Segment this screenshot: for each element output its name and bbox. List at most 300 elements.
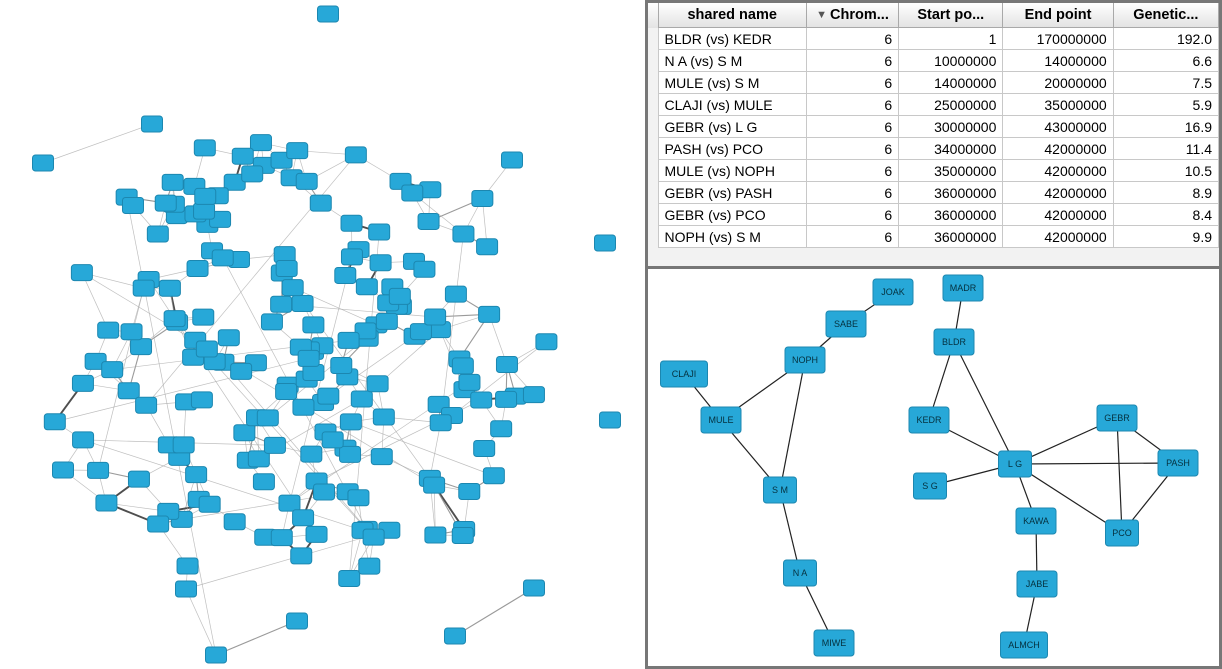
main-network-node[interactable] [356, 279, 377, 295]
node-shape[interactable] [496, 357, 517, 373]
node-shape[interactable] [322, 432, 343, 448]
node-shape[interactable] [524, 580, 545, 596]
node-shape[interactable] [159, 280, 180, 296]
main-network-node[interactable] [282, 280, 303, 296]
main-network-node[interactable] [376, 313, 397, 329]
node-shape[interactable] [121, 324, 142, 340]
main-network-node[interactable] [131, 339, 152, 355]
node-shape[interactable] [147, 226, 168, 242]
node-shape[interactable] [310, 195, 331, 211]
sub-network-node[interactable] [934, 329, 974, 355]
cell-shared-name: BLDR (vs) KEDR [658, 28, 806, 50]
main-network-node[interactable] [271, 530, 292, 546]
main-network-node[interactable] [164, 311, 185, 327]
main-network-node[interactable] [369, 224, 390, 240]
main-network-node[interactable] [363, 529, 384, 545]
node-shape[interactable] [177, 558, 198, 574]
main-network-node[interactable] [261, 314, 282, 330]
main-network-node[interactable] [53, 462, 74, 478]
column-header-end-point[interactable] [1003, 3, 1113, 28]
node-shape[interactable] [425, 527, 446, 543]
node-shape[interactable] [136, 397, 157, 413]
node-shape[interactable] [348, 490, 369, 506]
cell-start-point: 25000000 [899, 94, 1003, 116]
node-shape[interactable] [291, 548, 312, 564]
node-shape[interactable] [425, 309, 446, 325]
table-row[interactable] [648, 182, 1219, 204]
sub-network-node[interactable] [785, 347, 825, 373]
node-shape[interactable] [452, 358, 473, 374]
sub-network-panel[interactable] [645, 266, 1222, 669]
node-shape[interactable] [483, 468, 504, 484]
node-shape[interactable] [373, 409, 394, 425]
main-network-node[interactable] [232, 148, 253, 164]
node-shape[interactable] [445, 628, 466, 644]
main-network-node[interactable] [471, 392, 492, 408]
node-shape[interactable] [148, 516, 169, 532]
table-row[interactable] [648, 138, 1219, 160]
row-gutter [648, 138, 658, 160]
main-network-node[interactable] [250, 135, 271, 151]
sub-network-node[interactable] [914, 473, 947, 499]
main-network-node[interactable] [351, 391, 372, 407]
main-network-node[interactable] [98, 322, 119, 338]
main-network-node[interactable] [191, 392, 212, 408]
main-network-node[interactable] [314, 484, 335, 500]
node-shape[interactable] [131, 339, 152, 355]
node-shape[interactable] [231, 363, 252, 379]
node-shape[interactable] [367, 376, 388, 392]
node-shape[interactable] [128, 471, 149, 487]
node-shape[interactable] [261, 314, 282, 330]
sub-network-node[interactable] [784, 560, 817, 586]
main-network-node[interactable] [194, 203, 215, 219]
main-network-node[interactable] [459, 483, 480, 499]
node-shape[interactable] [359, 558, 380, 574]
main-network-node[interactable] [410, 324, 431, 340]
table-row[interactable] [648, 226, 1219, 248]
main-network-node[interactable] [502, 152, 523, 168]
node-shape[interactable] [253, 474, 274, 490]
node-shape[interactable] [496, 391, 517, 407]
node-shape[interactable] [96, 495, 117, 511]
node-shape[interactable] [472, 190, 493, 206]
node-shape[interactable] [53, 462, 74, 478]
node-shape[interactable] [459, 374, 480, 390]
node-shape[interactable] [287, 613, 308, 629]
main-network-node[interactable] [296, 173, 317, 189]
node-shape[interactable] [282, 280, 303, 296]
node-shape[interactable] [414, 261, 435, 277]
node-shape[interactable] [88, 462, 109, 478]
sub-network-node[interactable] [943, 275, 983, 301]
main-network-node[interactable] [71, 265, 92, 281]
main-network-node[interactable] [147, 226, 168, 242]
node-shape[interactable] [453, 226, 474, 242]
main-network-node[interactable] [496, 357, 517, 373]
main-network-node[interactable] [331, 357, 352, 373]
main-network-node[interactable] [524, 580, 545, 596]
node-shape[interactable] [474, 440, 495, 456]
main-network-node[interactable] [373, 409, 394, 425]
node-shape[interactable] [118, 383, 139, 399]
sub-network-node[interactable] [1158, 450, 1198, 476]
main-network-node[interactable] [148, 516, 169, 532]
main-network-node[interactable] [122, 198, 143, 214]
node-shape[interactable] [345, 147, 366, 163]
node-shape[interactable] [195, 188, 216, 204]
node-shape[interactable] [363, 529, 384, 545]
node-shape[interactable] [341, 249, 362, 265]
sub-network-node[interactable] [1001, 632, 1048, 658]
main-network-node[interactable] [142, 116, 163, 132]
main-network-node[interactable] [187, 260, 208, 276]
node-shape[interactable] [376, 313, 397, 329]
node-shape[interactable] [133, 280, 154, 296]
main-network-node[interactable] [452, 528, 473, 544]
main-network-node[interactable] [523, 387, 544, 403]
main-network-node[interactable] [536, 334, 557, 350]
node-shape[interactable] [196, 341, 217, 357]
sub-network-node[interactable] [661, 361, 708, 387]
main-network-node[interactable] [301, 446, 322, 462]
main-network-node[interactable] [121, 324, 142, 340]
node-shape[interactable] [193, 309, 214, 325]
main-network-node[interactable] [303, 317, 324, 333]
sub-network-node[interactable] [826, 311, 866, 337]
main-network-node[interactable] [453, 226, 474, 242]
node-shape[interactable] [318, 6, 339, 22]
node-shape[interactable] [600, 412, 621, 428]
node-shape[interactable] [276, 261, 297, 277]
node-shape[interactable] [173, 437, 194, 453]
node-shape[interactable] [176, 581, 197, 597]
node-shape[interactable] [340, 414, 361, 430]
main-network-node[interactable] [176, 581, 197, 597]
node-shape[interactable] [341, 215, 362, 231]
main-network-node[interactable] [102, 362, 123, 378]
main-network-node[interactable] [276, 384, 297, 400]
main-network-node[interactable] [224, 514, 245, 530]
main-network-node[interactable] [402, 185, 423, 201]
table-row[interactable] [648, 28, 1219, 50]
table-row[interactable] [648, 204, 1219, 226]
main-network-node[interactable] [276, 261, 297, 277]
node-shape[interactable] [502, 152, 523, 168]
main-network-node[interactable] [414, 261, 435, 277]
main-network-node[interactable] [306, 526, 327, 542]
main-network-node[interactable] [194, 140, 215, 156]
node-shape[interactable] [155, 195, 176, 211]
node-shape[interactable] [276, 384, 297, 400]
main-network-node[interactable] [425, 527, 446, 543]
main-network-node[interactable] [445, 628, 466, 644]
node-shape[interactable] [303, 365, 324, 381]
main-network-node[interactable] [199, 496, 220, 512]
main-network-node[interactable] [338, 332, 359, 348]
main-network-node[interactable] [218, 330, 239, 346]
node-shape[interactable] [271, 530, 292, 546]
sub-network-node[interactable] [1016, 508, 1056, 534]
main-network-node[interactable] [491, 421, 512, 437]
main-network-node[interactable] [242, 166, 263, 182]
cell-start-point: 1 [899, 28, 1003, 50]
node-shape[interactable] [292, 295, 313, 311]
node-shape[interactable] [271, 296, 292, 312]
node-shape[interactable] [44, 414, 65, 430]
main-network-node[interactable] [341, 249, 362, 265]
main-network-node[interactable] [257, 410, 278, 426]
cell-genetic: 16.9 [1113, 116, 1218, 138]
node-shape[interactable] [459, 483, 480, 499]
node-shape[interactable] [369, 224, 390, 240]
main-network-node[interactable] [128, 471, 149, 487]
node-shape[interactable] [301, 446, 322, 462]
main-network-node[interactable] [33, 155, 54, 171]
node-shape[interactable] [232, 148, 253, 164]
node-shape[interactable] [402, 185, 423, 201]
node-shape[interactable] [389, 288, 410, 304]
sub-network-node[interactable] [999, 451, 1032, 477]
main-network-node[interactable] [298, 350, 319, 366]
cell-start-point: 36000000 [899, 204, 1003, 226]
main-network-node[interactable] [44, 414, 65, 430]
main-network-node[interactable] [452, 358, 473, 374]
node-shape[interactable] [250, 135, 271, 151]
sub-network-node[interactable] [909, 407, 949, 433]
main-network-node[interactable] [193, 309, 214, 325]
node-shape[interactable] [98, 322, 119, 338]
main-network-node[interactable] [425, 309, 446, 325]
main-network-node[interactable] [341, 215, 362, 231]
main-network-node[interactable] [155, 195, 176, 211]
main-network-node[interactable] [472, 190, 493, 206]
node-shape[interactable] [371, 449, 392, 465]
node-shape[interactable] [477, 239, 498, 255]
main-network-node[interactable] [173, 437, 194, 453]
main-network-node[interactable] [291, 548, 312, 564]
node-shape[interactable] [471, 392, 492, 408]
node-shape[interactable] [191, 392, 212, 408]
node-shape[interactable] [257, 410, 278, 426]
sub-network-node[interactable] [1106, 520, 1139, 546]
main-network-node[interactable] [483, 468, 504, 484]
node-shape[interactable] [338, 332, 359, 348]
node-shape[interactable] [445, 286, 466, 302]
main-network-node[interactable] [367, 376, 388, 392]
interaction-table[interactable] [648, 3, 1219, 248]
node-shape[interactable] [71, 265, 92, 281]
main-network-node[interactable] [72, 375, 93, 391]
column-header-chromosome[interactable] [806, 3, 898, 28]
main-network-node[interactable] [195, 188, 216, 204]
node-shape[interactable] [479, 306, 500, 322]
main-network-node[interactable] [345, 147, 366, 163]
cell-end-point: 43000000 [1003, 116, 1113, 138]
main-network-node[interactable] [118, 383, 139, 399]
node-shape[interactable] [186, 467, 207, 483]
main-network-node[interactable] [73, 432, 94, 448]
node-shape[interactable] [339, 570, 360, 586]
main-network-node[interactable] [430, 415, 451, 431]
main-network-node[interactable] [339, 570, 360, 586]
node-shape[interactable] [293, 510, 314, 526]
main-network-node[interactable] [196, 341, 217, 357]
main-network-node[interactable] [88, 462, 109, 478]
table-row[interactable] [648, 50, 1219, 72]
main-network-node[interactable] [234, 425, 255, 441]
table-row[interactable] [648, 116, 1219, 138]
column-header-start-point[interactable] [899, 3, 1003, 28]
node-shape[interactable] [296, 173, 317, 189]
node-shape[interactable] [162, 174, 183, 190]
main-network-node[interactable] [303, 365, 324, 381]
node-shape[interactable] [224, 514, 245, 530]
node-label: JABE [1025, 579, 1049, 590]
main-network-node[interactable] [271, 296, 292, 312]
node-shape[interactable] [293, 399, 314, 415]
column-header-shared-name[interactable] [658, 3, 806, 28]
node-shape[interactable] [287, 143, 308, 159]
node-shape[interactable] [340, 446, 361, 462]
sub-network-node[interactable] [873, 279, 913, 305]
sub-network-nodes[interactable] [661, 275, 1199, 658]
main-network-node[interactable] [335, 267, 356, 283]
main-network-node[interactable] [340, 446, 361, 462]
node-label: MADR [949, 283, 977, 294]
main-network-node[interactable] [459, 374, 480, 390]
main-network-node[interactable] [186, 467, 207, 483]
node-shape[interactable] [424, 477, 445, 493]
main-network-node[interactable] [348, 490, 369, 506]
main-network-node[interactable] [310, 195, 331, 211]
node-shape[interactable] [242, 166, 263, 182]
node-shape[interactable] [164, 311, 185, 327]
column-header-genetic[interactable] [1113, 3, 1218, 28]
node-shape[interactable] [206, 647, 227, 663]
main-network-node[interactable] [322, 432, 343, 448]
node-shape[interactable] [218, 330, 239, 346]
main-network-node[interactable] [318, 388, 339, 404]
node-shape[interactable] [430, 415, 451, 431]
main-network-node[interactable] [133, 280, 154, 296]
node-shape[interactable] [331, 357, 352, 373]
main-network-node[interactable] [340, 414, 361, 430]
main-network-node[interactable] [292, 295, 313, 311]
node-shape[interactable] [73, 432, 94, 448]
main-network-node[interactable] [287, 143, 308, 159]
node-shape[interactable] [212, 250, 233, 266]
node-shape[interactable] [33, 155, 54, 171]
main-network-node[interactable] [371, 449, 392, 465]
cell-end-point: 42000000 [1003, 204, 1113, 226]
main-network-node[interactable] [293, 399, 314, 415]
node-shape[interactable] [187, 260, 208, 276]
main-network-node[interactable] [474, 440, 495, 456]
node-shape[interactable] [72, 375, 93, 391]
main-network-node[interactable] [595, 235, 616, 251]
main-network-node[interactable] [212, 250, 233, 266]
main-network-node[interactable] [279, 495, 300, 511]
node-shape[interactable] [595, 235, 616, 251]
node-shape[interactable] [335, 267, 356, 283]
node-shape[interactable] [318, 388, 339, 404]
main-network-node[interactable] [162, 174, 183, 190]
main-network-node[interactable] [318, 6, 339, 22]
sub-network-node[interactable] [1017, 571, 1057, 597]
sub-network-graph[interactable] [648, 269, 1219, 666]
node-shape[interactable] [351, 391, 372, 407]
node-shape[interactable] [199, 496, 220, 512]
cell-chromosome: 6 [806, 28, 898, 50]
node-shape[interactable] [122, 198, 143, 214]
node-shape[interactable] [418, 213, 439, 229]
table-row[interactable] [648, 160, 1219, 182]
main-network-node[interactable] [96, 495, 117, 511]
main-network-node[interactable] [496, 391, 517, 407]
node-shape[interactable] [142, 116, 163, 132]
table-body[interactable] [648, 28, 1219, 248]
filter-icon[interactable]: ▼ [816, 9, 828, 22]
main-network-node[interactable] [293, 510, 314, 526]
main-network-node[interactable] [445, 286, 466, 302]
node-shape[interactable] [303, 317, 324, 333]
node-shape[interactable] [264, 437, 285, 453]
sub-network-node[interactable] [764, 477, 797, 503]
main-network-node[interactable] [136, 397, 157, 413]
node-shape[interactable] [452, 528, 473, 544]
node-shape[interactable] [370, 255, 391, 271]
node-shape[interactable] [298, 350, 319, 366]
main-network-node[interactable] [370, 255, 391, 271]
node-shape[interactable] [306, 526, 327, 542]
main-network-node[interactable] [418, 213, 439, 229]
main-network-node[interactable] [159, 280, 180, 296]
main-network-node[interactable] [477, 239, 498, 255]
node-label: MIWE [821, 638, 847, 649]
main-network-node[interactable] [287, 613, 308, 629]
node-shape[interactable] [356, 279, 377, 295]
node-shape[interactable] [410, 324, 431, 340]
node-shape[interactable] [102, 362, 123, 378]
main-network-node[interactable] [389, 288, 410, 304]
node-shape[interactable] [279, 495, 300, 511]
node-shape[interactable] [314, 484, 335, 500]
main-network-node[interactable] [600, 412, 621, 428]
main-network-node[interactable] [206, 647, 227, 663]
node-shape[interactable] [234, 425, 255, 441]
main-network-node[interactable] [177, 558, 198, 574]
table-row[interactable] [648, 94, 1219, 116]
node-shape[interactable] [491, 421, 512, 437]
main-network-node[interactable] [231, 363, 252, 379]
node-shape[interactable] [536, 334, 557, 350]
sub-network-node[interactable] [1097, 405, 1137, 431]
main-network-node[interactable] [424, 477, 445, 493]
node-shape[interactable] [194, 140, 215, 156]
main-network-node[interactable] [264, 437, 285, 453]
sub-network-node[interactable] [814, 630, 854, 656]
interaction-table-panel[interactable] [645, 0, 1222, 266]
table-row[interactable] [648, 72, 1219, 94]
node-shape[interactable] [523, 387, 544, 403]
node-shape[interactable] [194, 203, 215, 219]
main-network-node[interactable] [253, 474, 274, 490]
sub-network-node[interactable] [701, 407, 741, 433]
main-network-node[interactable] [359, 558, 380, 574]
right-column [645, 0, 1222, 669]
main-network-node[interactable] [479, 306, 500, 322]
